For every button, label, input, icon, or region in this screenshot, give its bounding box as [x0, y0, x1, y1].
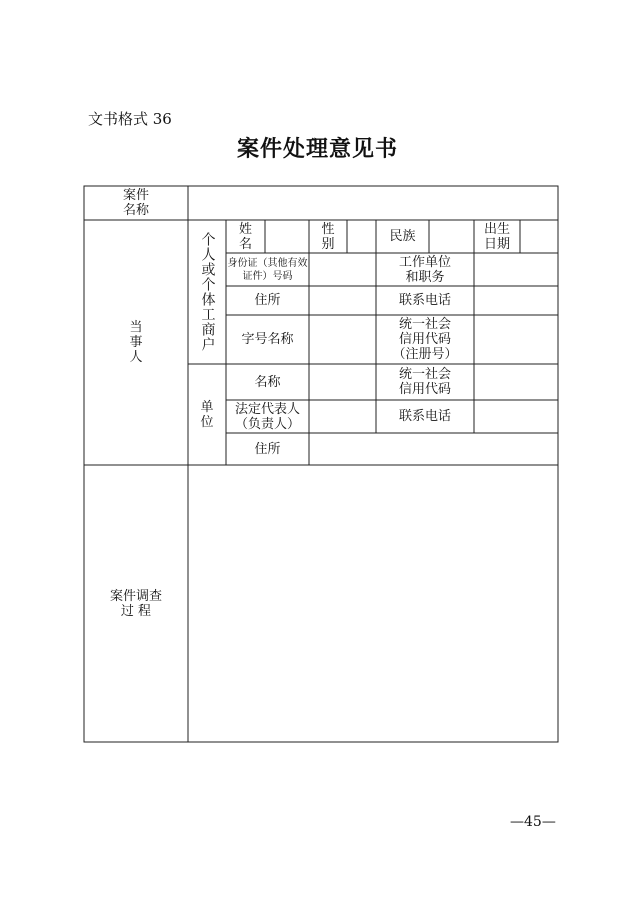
individual-phone-label: 联系电话 [398, 293, 451, 308]
case-name-label: 案件 名称 [122, 188, 149, 218]
legal-representative-field[interactable] [310, 401, 375, 432]
individual-label: 个人或个体工商户 [199, 232, 216, 352]
individual-credit-code-field[interactable] [475, 316, 557, 363]
party-label: 当 事 人 [129, 320, 143, 365]
birth-date-label: 出生 日期 [483, 221, 510, 252]
case-name-field[interactable] [189, 187, 557, 219]
trade-name-label: 字号名称 [241, 332, 294, 347]
unit-phone-label: 联系电话 [398, 409, 451, 424]
name-field[interactable] [266, 221, 308, 252]
id-number-label: 身份证（其他有效 证件）号码 [227, 257, 308, 282]
individual-credit-code-label: 统一社会 信用代码 （注册号） [392, 317, 458, 362]
unit-label: 单 位 [200, 399, 214, 430]
trade-name-field[interactable] [310, 316, 375, 363]
individual-address-label: 住所 [254, 293, 281, 308]
ethnicity-field[interactable] [430, 221, 473, 252]
unit-phone-field[interactable] [475, 401, 557, 432]
work-unit-field[interactable] [475, 254, 557, 285]
ethnicity-label: 民族 [389, 229, 416, 244]
investigation-process-field[interactable] [189, 466, 557, 741]
document-format-label: 文书格式 36 [88, 110, 172, 128]
unit-address-field[interactable] [310, 434, 557, 464]
unit-address-label: 住所 [254, 441, 281, 457]
unit-name-label: 名称 [254, 374, 281, 390]
individual-address-field[interactable] [310, 287, 375, 314]
legal-representative-label: 法定代表人 （负责人） [234, 401, 300, 432]
unit-credit-code-field[interactable] [475, 365, 557, 399]
investigation-process-label: 案件调查 过 程 [109, 588, 162, 619]
page-number: —45— [510, 814, 556, 830]
unit-name-field[interactable] [310, 365, 375, 399]
id-number-field[interactable] [310, 254, 375, 285]
gender-field[interactable] [348, 221, 375, 252]
gender-label: 性 别 [321, 221, 335, 252]
work-unit-label: 工作单位 和职务 [398, 254, 451, 285]
birth-date-field[interactable] [521, 221, 557, 252]
document-title: 案件处理意见书 [236, 136, 398, 162]
name-label: 姓 名 [238, 221, 252, 252]
unit-credit-code-label: 统一社会 信用代码 [398, 367, 451, 397]
individual-phone-field[interactable] [475, 287, 557, 314]
